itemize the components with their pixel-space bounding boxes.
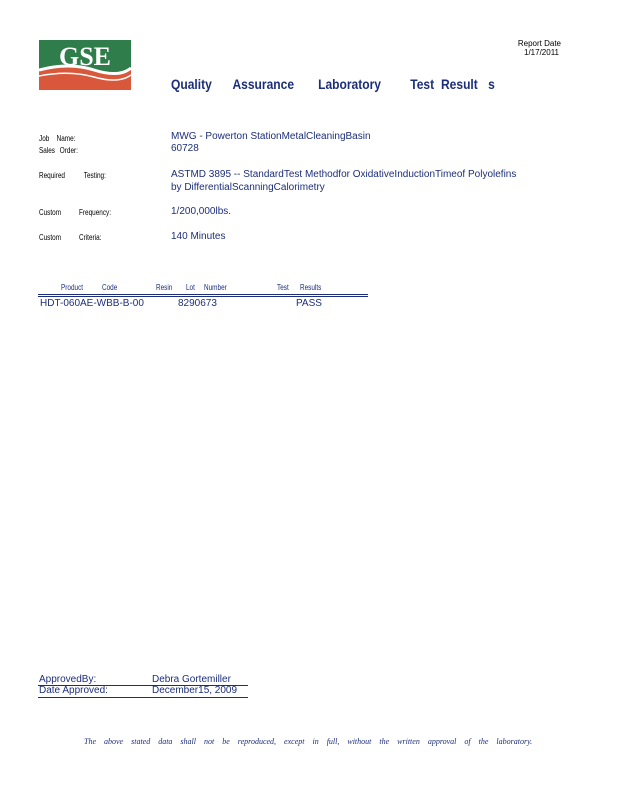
approved-by-label: ApprovedBy: [39,674,97,685]
row-resin-lot: 8290673 [178,298,217,309]
header-resin: Resin [156,283,173,292]
criteria-value: 140 Minutes [171,231,226,242]
criteria-label: Custom Criteria: [39,233,102,242]
header-results: Results [300,283,322,292]
footer-disclaimer: The above stated data shall not be reproduced, except in full, without the written approval of the laboratory. [84,737,533,746]
date-approved-value: December15, 2009 [152,685,238,696]
row-product-code: HDT-060AE-WBB-B-00 [40,298,144,309]
header-rule [38,294,368,295]
header-code: Code [102,283,118,292]
sales-order-value: 60728 [171,143,199,154]
date-approved-label: Date Approved: [39,685,108,696]
frequency-label: Custom Frequency: [39,208,112,217]
header-rule-2 [38,296,368,297]
job-name-label: Job Name: [39,134,76,143]
report-date-label: Report Date [517,39,561,48]
title-word: Test [410,76,435,92]
required-testing-value-2: by DifferentialScanningCalorimetry [171,182,325,193]
title-word: Assurance [232,76,295,92]
title-word: Laboratory [318,76,382,92]
logo-text: GSE [58,42,112,71]
gse-logo [39,40,131,90]
header-test: Test [277,283,289,292]
page-title [171,76,495,92]
frequency-value: 1/200,000lbs. [171,206,232,217]
title-word: Result [440,76,478,92]
approval-rule-2 [38,697,248,698]
header-lot: Lot [186,283,195,292]
report-date-value: 1/17/2011 [524,48,559,57]
job-name-value: MWG - Powerton StationMetalCleaningBasin [171,131,371,142]
required-testing-value: ASTMD 3895 -- StandardTest Methodfor OxidativeInductionTimeof Polyolefins [171,169,517,180]
approved-by-value: Debra Gortemiller [152,674,231,685]
title-word: Quality [171,76,212,92]
row-result: PASS [296,298,322,309]
header-product: Product [61,283,84,292]
sales-order-label: Sales Order: [39,146,78,155]
required-testing-label: Required Testing: [39,171,106,180]
title-word: s [488,76,495,92]
header-number: Number [204,283,227,292]
